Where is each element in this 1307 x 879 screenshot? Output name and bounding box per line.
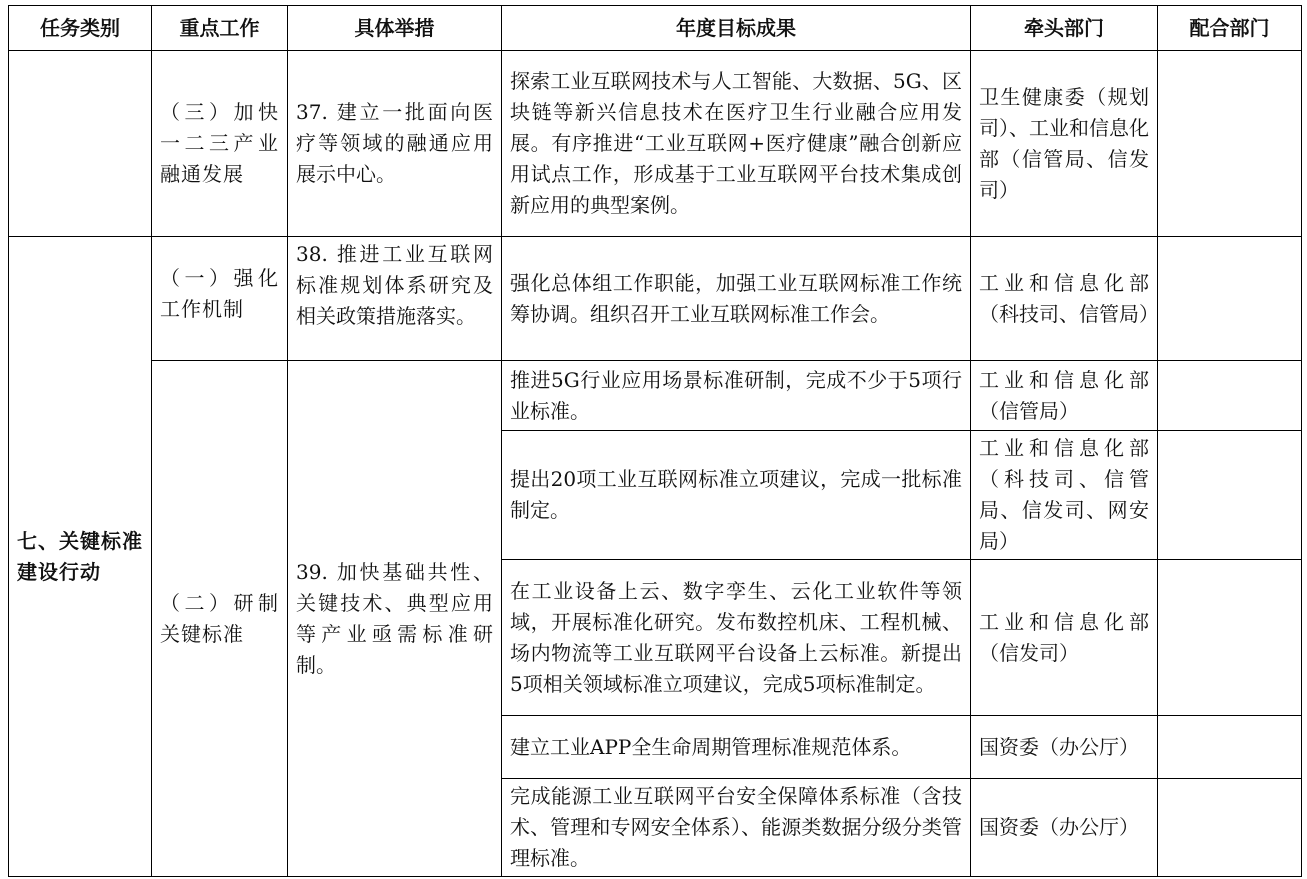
goal-cell: 提出20项工业互联网标准立项建议，完成一批标准制定。 <box>502 431 971 560</box>
coop-dept-cell <box>1158 237 1302 361</box>
table-row <box>9 361 1302 431</box>
header-coop-dept: 配合部门 <box>1158 6 1302 51</box>
coop-dept-cell <box>1158 560 1302 716</box>
coop-dept-cell <box>1158 361 1302 431</box>
category-cell <box>9 51 152 237</box>
header-measure: 具体举措 <box>288 6 502 51</box>
document-page <box>8 5 1302 877</box>
table-row <box>9 51 1302 237</box>
lead-dept-cell: 国资委（办公厅） <box>971 716 1158 779</box>
header-category: 任务类别 <box>9 6 152 51</box>
key-work-cell: （一）强化工作机制 <box>152 237 288 361</box>
coop-dept-cell <box>1158 51 1302 237</box>
header-lead-dept: 牵头部门 <box>971 6 1158 51</box>
goal-cell: 在工业设备上云、数字孪生、云化工业软件等领域，开展标准化研究。发布数控机床、工程机械、场内物流等工业互联网平台设备上云标准。新提出5项相关领域标准立项建议，完成5项标准制定。 <box>502 560 971 716</box>
task-table <box>8 5 1302 877</box>
table-row <box>9 237 1302 361</box>
lead-dept-cell: 工业和信息化部（信发司） <box>971 560 1158 716</box>
header-key-work: 重点工作 <box>152 6 288 51</box>
lead-dept-cell: 工业和信息化部（科技司、信管局） <box>971 237 1158 361</box>
key-work-cell: （二）研制关键标准 <box>152 361 288 877</box>
measure-cell: 38. 推进工业互联网标准规划体系研究及相关政策措施落实。 <box>288 237 502 361</box>
lead-dept-cell: 工业和信息化部（信管局） <box>971 361 1158 431</box>
goal-cell: 强化总体组工作职能，加强工业互联网标准工作统筹协调。组织召开工业互联网标准工作会。 <box>502 237 971 361</box>
coop-dept-cell <box>1158 431 1302 560</box>
coop-dept-cell <box>1158 716 1302 779</box>
goal-cell: 完成能源工业互联网平台安全保障体系标准（含技术、管理和专网安全体系）、能源类数据分级分类管理标准。 <box>502 779 971 877</box>
measure-cell: 37. 建立一批面向医疗等领域的融通应用展示中心。 <box>288 51 502 237</box>
category-cell: 七、关键标准建设行动 <box>9 237 152 877</box>
goal-cell: 推进5G行业应用场景标准研制，完成不少于5项行业标准。 <box>502 361 971 431</box>
coop-dept-cell <box>1158 779 1302 877</box>
lead-dept-cell: 工业和信息化部（科技司、信管局、信发司、网安局） <box>971 431 1158 560</box>
header-goal: 年度目标成果 <box>502 6 971 51</box>
goal-cell: 探索工业互联网技术与人工智能、大数据、5G、区块链等新兴信息技术在医疗卫生行业融合应用发展。有序推进“工业互联网+医疗健康”融合创新应用试点工作，形成基于工业互联网平台技术集成创新应用的典型案例。 <box>502 51 971 237</box>
measure-cell: 39. 加快基础共性、关键技术、典型应用等产业亟需标准研制。 <box>288 361 502 877</box>
key-work-cell: （三）加快一二三产业融通发展 <box>152 51 288 237</box>
header-row <box>9 6 1302 51</box>
goal-cell: 建立工业APP全生命周期管理标准规范体系。 <box>502 716 971 779</box>
lead-dept-cell: 国资委（办公厅） <box>971 779 1158 877</box>
lead-dept-cell: 卫生健康委（规划司）、工业和信息化部（信管局、信发司） <box>971 51 1158 237</box>
